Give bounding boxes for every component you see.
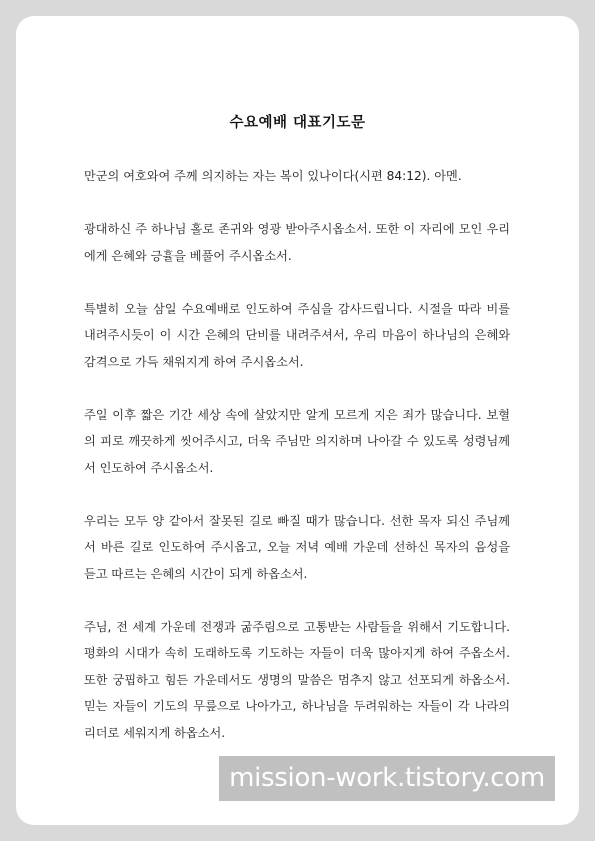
paragraph-4: 주일 이후 짧은 기간 세상 속에 살았지만 알게 모르게 지은 죄가 많습니다. 보혈의 피로 깨끗하게 씻어주시고, 더욱 주님만 의지하며 나아갈 수 있도록 성령님께서 인도하여 주시옵소서. <box>84 407 510 475</box>
paragraph-2: 광대하신 주 하나님 홀로 존귀와 영광 받아주시옵소서. 또한 이 자리에 모인 우리에게 은혜와 긍휼을 베풀어 주시옵소서. <box>84 222 510 263</box>
watermark-url: mission-work.tistory.com <box>219 756 555 801</box>
paragraph-1: 만군의 여호와여 주께 의지하는 자는 복이 있나이다(시편 84:12). 아멘. <box>84 169 462 183</box>
document-body <box>84 163 510 773</box>
document-page <box>16 16 579 825</box>
paragraph-6: 주님, 전 세계 가운데 전쟁과 굶주림으로 고통받는 사람들을 위해서 기도합니다. 평화의 시대가 속히 도래하도록 기도하는 자들이 더욱 많아지게 하여 주옵소서. 또한 궁핍하고 힘든 가운데서도 생명의 말씀은 멈추지 않고 선포되게 하옵소서. 믿는 자들이 기도의 무릎으로 나아가고, 하나님을 두려워하는 자들이 각 나라의 리더로 세워지게 하옵소서. <box>84 619 510 740</box>
paragraph-5: 우리는 모두 양 같아서 잘못된 길로 빠질 때가 많습니다. 선한 목자 되신 주님께서 바른 길로 인도하여 주시옵고, 오늘 저녁 예배 가운데 선하신 목자의 음성을 듣고 따르는 은혜의 시간이 되게 하옵소서. <box>84 513 510 581</box>
paragraph-3: 특별히 오늘 삼일 수요예배로 인도하여 주심을 감사드립니다. 시절을 따라 비를 내려주시듯이 이 시간 은혜의 단비를 내려주셔서, 우리 마음이 하나님의 은혜와 감격으로 가득 채워지게 하여 주시옵소서. <box>84 301 510 369</box>
document-title: 수요예배 대표기도문 <box>229 115 366 131</box>
